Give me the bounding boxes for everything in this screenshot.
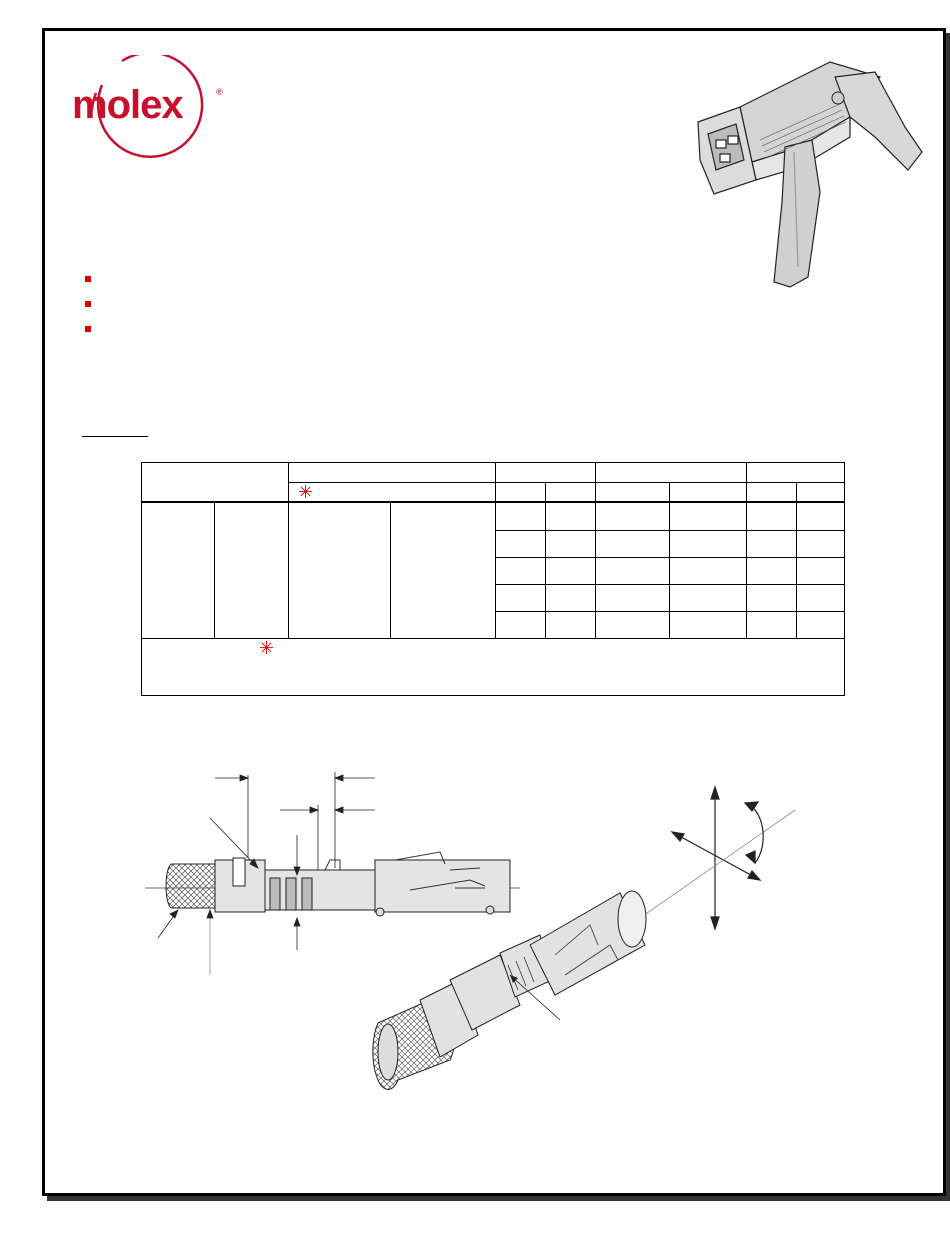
bullet-marker-1	[85, 276, 91, 282]
table-col-line	[214, 503, 215, 638]
molex-logo	[72, 55, 232, 170]
logo-wordmark: molex	[72, 83, 183, 127]
table-header-bottom	[142, 501, 845, 503]
table-row-line	[495, 584, 845, 585]
specification-table	[141, 462, 845, 696]
table-col-line	[595, 463, 596, 638]
table-col-line	[545, 483, 546, 638]
terminal-isometric-drawing	[360, 775, 800, 1095]
table-header-divider	[288, 482, 845, 483]
table-col-line	[288, 463, 289, 638]
bullet-marker-3	[85, 326, 91, 332]
table-col-line	[669, 483, 670, 638]
table-col-line	[746, 463, 747, 638]
table-row-line	[495, 530, 845, 531]
table-col-line	[495, 463, 496, 638]
table-header-asterisk: ✳	[298, 482, 314, 503]
table-row-line	[495, 611, 845, 612]
section-heading-underline	[82, 436, 148, 437]
bullet-marker-2	[85, 301, 91, 307]
table-col-line	[796, 483, 797, 638]
registered-mark: ®	[216, 87, 223, 97]
table-footnote-asterisk: ✳	[259, 638, 275, 659]
hand-crimp-tool-illustration	[690, 42, 930, 292]
table-footnote-divider	[142, 638, 845, 639]
table-col-line	[390, 503, 391, 638]
table-row-line	[495, 557, 845, 558]
